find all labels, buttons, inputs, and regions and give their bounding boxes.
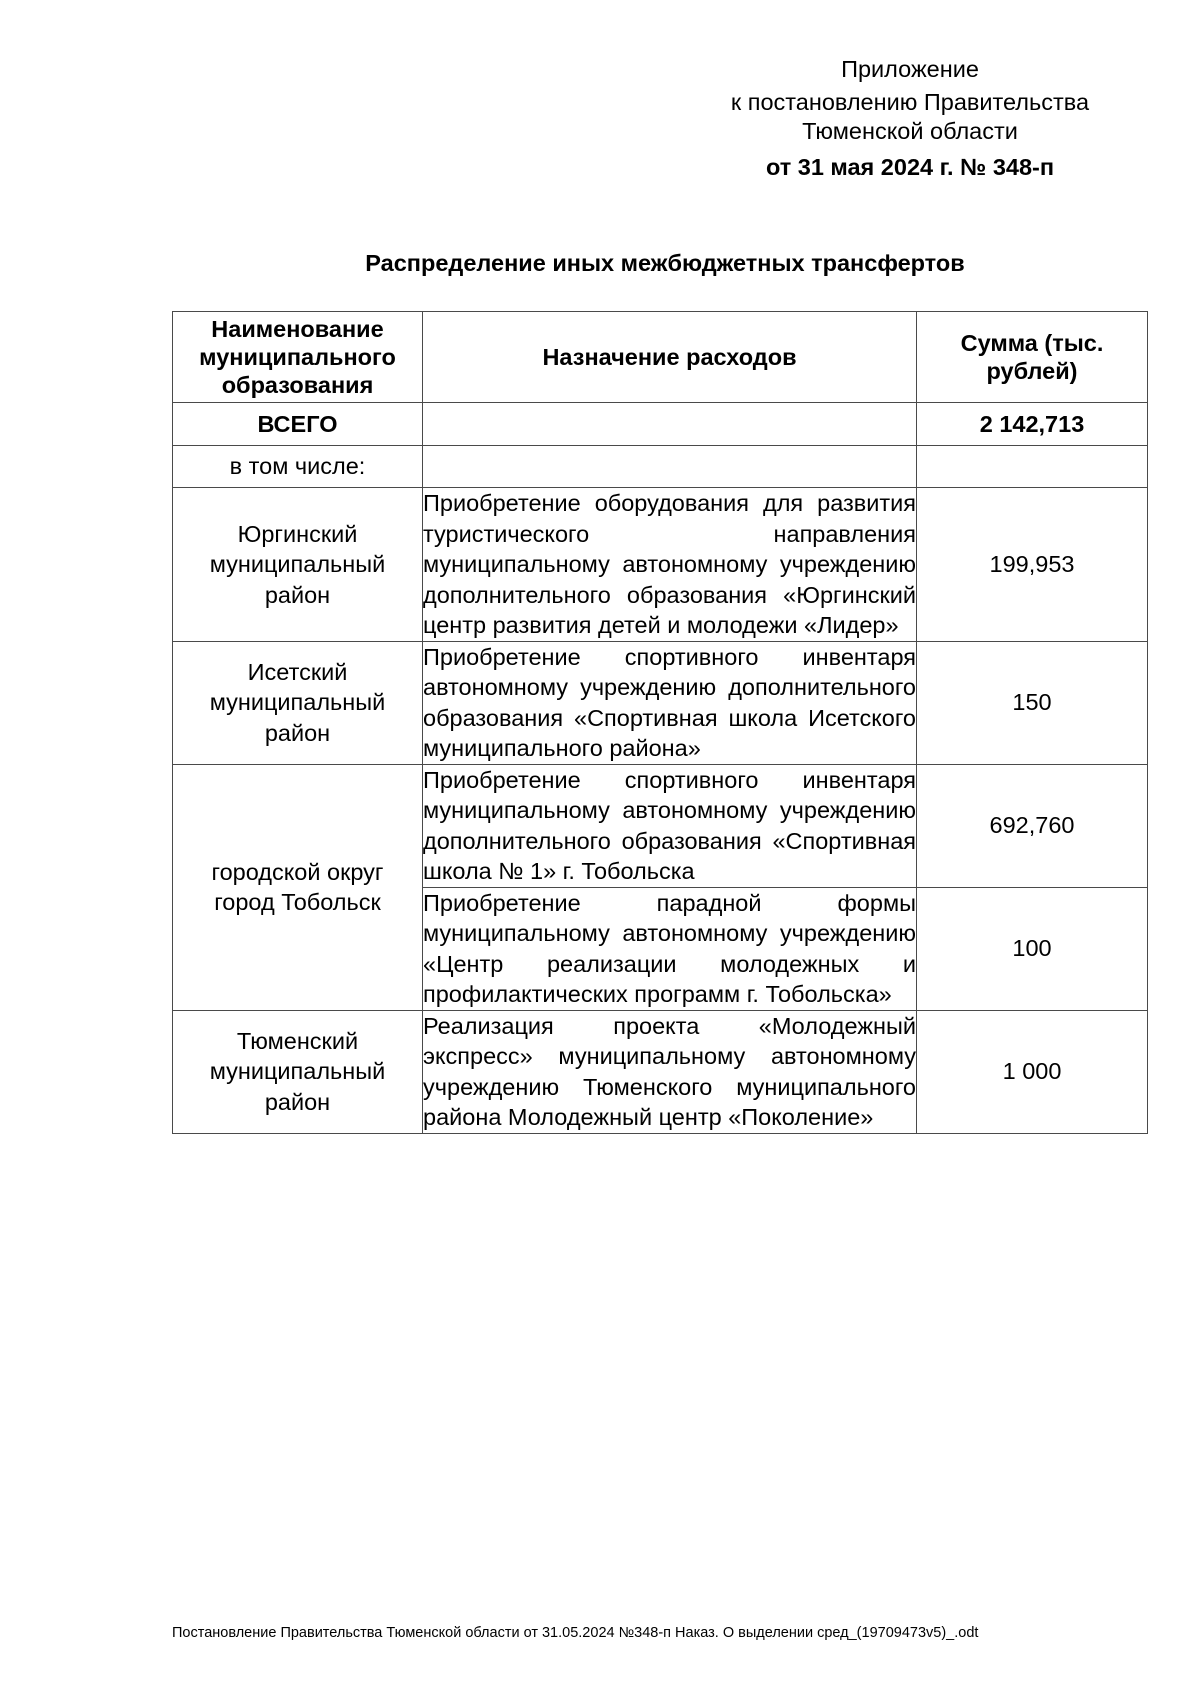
row-sum: 100: [917, 887, 1148, 1010]
transfers-table: [172, 311, 1148, 1134]
column-header-sum: Сумма (тыс. рублей): [917, 312, 1148, 403]
appendix-reference: к постановлению Правительства: [730, 89, 1090, 115]
row-sum: 150: [917, 641, 1148, 764]
total-purpose-empty: [423, 403, 917, 446]
including-sum-empty: [917, 446, 1148, 488]
row-purpose: Приобретение оборудования для развития туристического направления муниципальному автономному учреждению дополнительного образования «Юргинский центр развития детей и молодежи «Лидер»: [423, 488, 917, 642]
table-row-including: [173, 446, 1148, 488]
including-purpose-empty: [423, 446, 917, 488]
page-footer: Постановление Правительства Тюменской области от 31.05.2024 №348-п Наказ. О выделении сред_(19709473v5)_.odt: [172, 1625, 979, 1641]
document-title: Распределение иных межбюджетных трансфертов: [365, 250, 965, 276]
table-row-total: [173, 403, 1148, 446]
including-label: в том числе:: [173, 446, 423, 488]
table-row: [173, 641, 1148, 764]
appendix-date-number: от 31 мая 2024 г. № 348-п: [765, 154, 1055, 180]
appendix-region: Тюменской области: [802, 118, 1018, 144]
row-purpose: Приобретение спортивного инвентаря автономному учреждению дополнительного образования «Спортивная школа Исетского муниципального района»: [423, 641, 917, 764]
column-header-name: Наименование муниципального образования: [173, 312, 423, 403]
row-sum: 692,760: [917, 764, 1148, 887]
table-row: [173, 764, 1148, 887]
row-sum: 1 000: [917, 1010, 1148, 1133]
total-label: ВСЕГО: [173, 403, 423, 446]
row-purpose: Приобретение спортивного инвентаря муниципальному автономному учреждению дополнительного образования «Спортивная школа № 1» г. Тобольска: [423, 764, 917, 887]
row-municipality: Исетский муниципальный район: [173, 641, 423, 764]
row-sum: 199,953: [917, 488, 1148, 642]
total-sum: 2 142,713: [917, 403, 1148, 446]
row-municipality: Тюменский муниципальный район: [173, 1010, 423, 1133]
row-municipality: Юргинский муниципальный район: [173, 488, 423, 642]
appendix-header: [690, 52, 1130, 184]
column-header-purpose: Назначение расходов: [423, 312, 917, 403]
table-header-row: [173, 312, 1148, 403]
appendix-label: Приложение: [841, 56, 979, 82]
row-municipality: городской округ город Тобольск: [173, 764, 423, 1010]
row-purpose: Реализация проекта «Молодежный экспресс» муниципальному автономному учреждению Тюменского муниципального района Молодежный центр «Поколение»: [423, 1010, 917, 1133]
row-purpose: Приобретение парадной формы муниципальному автономному учреждению «Центр реализации молодежных и профилактических программ г. Тобольска»: [423, 887, 917, 1010]
table-row: [173, 488, 1148, 642]
table-row: [173, 1010, 1148, 1133]
